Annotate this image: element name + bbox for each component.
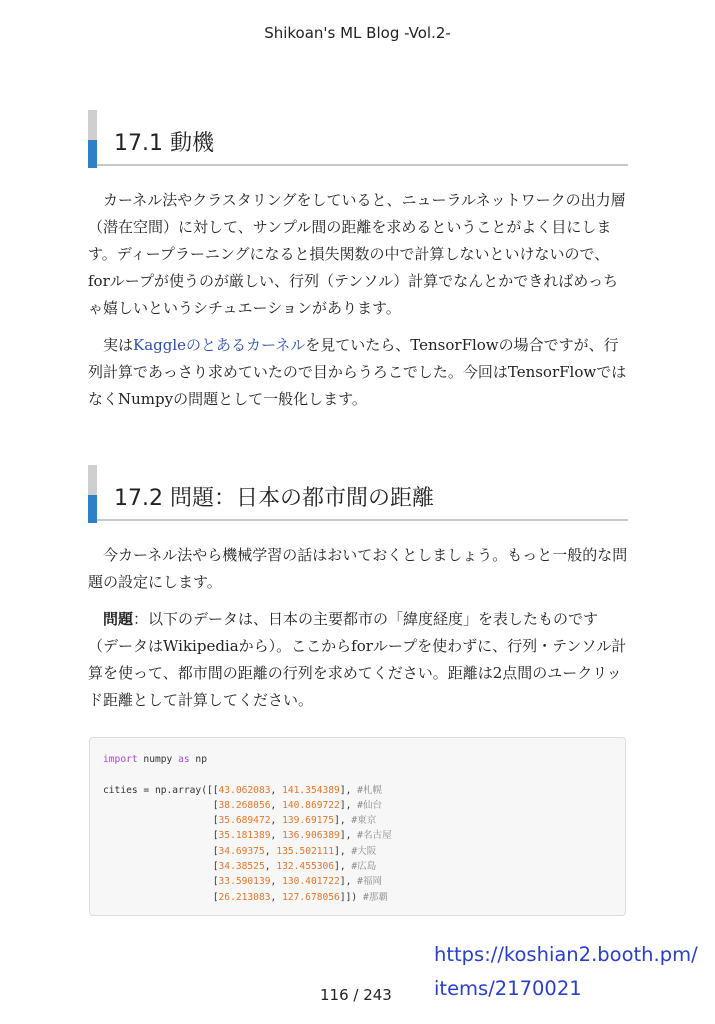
problem-label: 問題: [103, 610, 134, 628]
code-punct: ],: [334, 815, 352, 827]
longitude-value: 136.906389: [282, 830, 340, 842]
code-text: numpy: [137, 754, 179, 765]
section-heading-17-1: [88, 110, 628, 168]
code-text: cities = np.array([: [103, 784, 213, 796]
code-punct: ],: [339, 876, 358, 888]
code-line-import: [103, 752, 625, 767]
city-comment: #仙台: [357, 799, 383, 811]
latitude-value: 35.689472: [218, 815, 271, 827]
paragraph-text: ：以下のデータは、日本の主要都市の「緯度経度」を表したものです（データはWikipediaから）。ここからforループを使わずに、行列・テンソル計算を使って、都市間の距離の行列を求めてください。距離は2点間のユークリッド距離として計算してください。: [88, 610, 627, 709]
section-heading-17-2: [88, 465, 628, 523]
code-punct: ,: [270, 891, 283, 903]
page-number: 116 / 243: [320, 986, 392, 1004]
heading-bar-gray: [88, 110, 97, 140]
code-punct: [: [212, 799, 219, 811]
heading-bar-blue: [88, 495, 97, 523]
code-line-city: [103, 798, 625, 813]
code-punct: ],: [339, 830, 358, 842]
latitude-value: 38.268056: [218, 799, 271, 811]
longitude-value: 139.69175: [282, 815, 335, 827]
heading-underline: [97, 519, 628, 521]
longitude-value: 141.354389: [282, 784, 340, 796]
city-comment: #東京: [351, 815, 377, 827]
code-punct: [: [212, 784, 219, 796]
code-line-city: [103, 828, 625, 843]
code-indent: [103, 846, 213, 857]
longitude-value: 140.869722: [282, 799, 340, 811]
keyword: import: [103, 754, 138, 765]
heading-underline: [97, 164, 628, 166]
paragraph-motivation: カーネル法やクラスタリングをしていると、ニューラルネットワークの出力層（潜在空間）に対して、サンプル間の距離を求めるということがよく目にします。ディープラーニングになると損失関数の中で計算しないといけないので、forループが使うのが厳しい、行列（テンソル）計算でなんとかできればめっちゃ嬉しいというシチュエーションがあります。: [88, 191, 626, 317]
latitude-value: 35.181389: [218, 830, 271, 842]
code-punct: ,: [270, 830, 283, 842]
code-indent: [103, 892, 213, 903]
booth-url-link[interactable]: [434, 938, 709, 1006]
code-line-city: [103, 783, 625, 798]
latitude-value: 43.062083: [218, 784, 271, 796]
section-title: 17.2 問題：日本の都市間の距離: [114, 486, 434, 511]
code-punct: ,: [270, 815, 283, 827]
paragraph-text: 実は: [103, 336, 134, 354]
latitude-value: 26.213083: [218, 891, 271, 903]
longitude-value: 132.455306: [276, 861, 335, 873]
code-line-city: [103, 844, 625, 859]
longitude-value: 135.502111: [276, 845, 335, 857]
code-punct: ],: [339, 799, 358, 811]
latitude-value: 33.590139: [218, 876, 271, 888]
code-punct: ]]): [339, 891, 363, 903]
code-punct: ,: [270, 799, 283, 811]
url-line: https://koshian2.booth.pm/: [434, 943, 698, 966]
code-indent: [103, 876, 213, 887]
code-punct: ,: [264, 845, 277, 857]
code-punct: ,: [270, 784, 283, 796]
city-comment: #広島: [351, 861, 377, 873]
code-block: [89, 737, 626, 916]
city-comment: #名古屋: [357, 830, 392, 842]
city-comment: #大阪: [351, 845, 377, 857]
paragraph-setup: 今カーネル法やら機械学習の話はおいておくとしましょう。もっと一般的な問題の設定にします。: [88, 546, 628, 591]
code-punct: [: [212, 861, 219, 873]
section2-body: [88, 542, 628, 714]
code-punct: [: [212, 845, 219, 857]
code-array-rows: [103, 783, 625, 905]
code-punct: ],: [339, 784, 358, 796]
code-indent: [103, 800, 213, 811]
latitude-value: 34.69375: [218, 845, 265, 857]
code-line-city: [103, 813, 625, 828]
latitude-value: 34.38525: [218, 861, 265, 873]
section-title: 17.1 動機: [114, 131, 214, 156]
city-comment: #札幌: [357, 784, 383, 796]
keyword: as: [178, 754, 190, 765]
code-text: np: [189, 754, 207, 765]
code-indent: [103, 815, 213, 826]
code-punct: [: [212, 815, 219, 827]
code-punct: ],: [334, 845, 352, 857]
code-line-city: [103, 874, 625, 889]
running-head: Shikoan's ML Blog -Vol.2-: [264, 24, 451, 42]
city-comment: #那覇: [362, 891, 388, 903]
longitude-value: 127.678056: [282, 891, 340, 903]
code-line-city: [103, 859, 625, 874]
city-comment: #福岡: [357, 876, 383, 888]
code-indent: [103, 861, 213, 872]
heading-bar-gray: [88, 465, 97, 495]
code-line-city: [103, 890, 625, 905]
code-punct: ],: [334, 861, 352, 873]
heading-bar-blue: [88, 140, 97, 168]
kaggle-kernel-link[interactable]: Kaggleのとあるカーネル: [133, 336, 306, 354]
code-punct: ,: [264, 861, 277, 873]
paragraph-text: を見ていたら、TensorFlowの場合ですが、行列計算であっさり求めていたので目からうろこでした。今回はTensorFlowではなくNumpyの問題として一般化します。: [88, 336, 627, 408]
longitude-value: 130.401722: [282, 876, 340, 888]
code-indent: [103, 830, 213, 841]
code-punct: [: [212, 876, 219, 888]
section1-body: [88, 187, 628, 413]
code-punct: [: [212, 891, 219, 903]
url-line: items/2170021: [434, 977, 582, 1000]
paragraph-kaggle: [88, 332, 628, 413]
code-punct: [: [212, 830, 219, 842]
code-line-blank: [103, 767, 625, 782]
code-punct: ,: [270, 876, 283, 888]
paragraph-problem: [88, 606, 628, 714]
